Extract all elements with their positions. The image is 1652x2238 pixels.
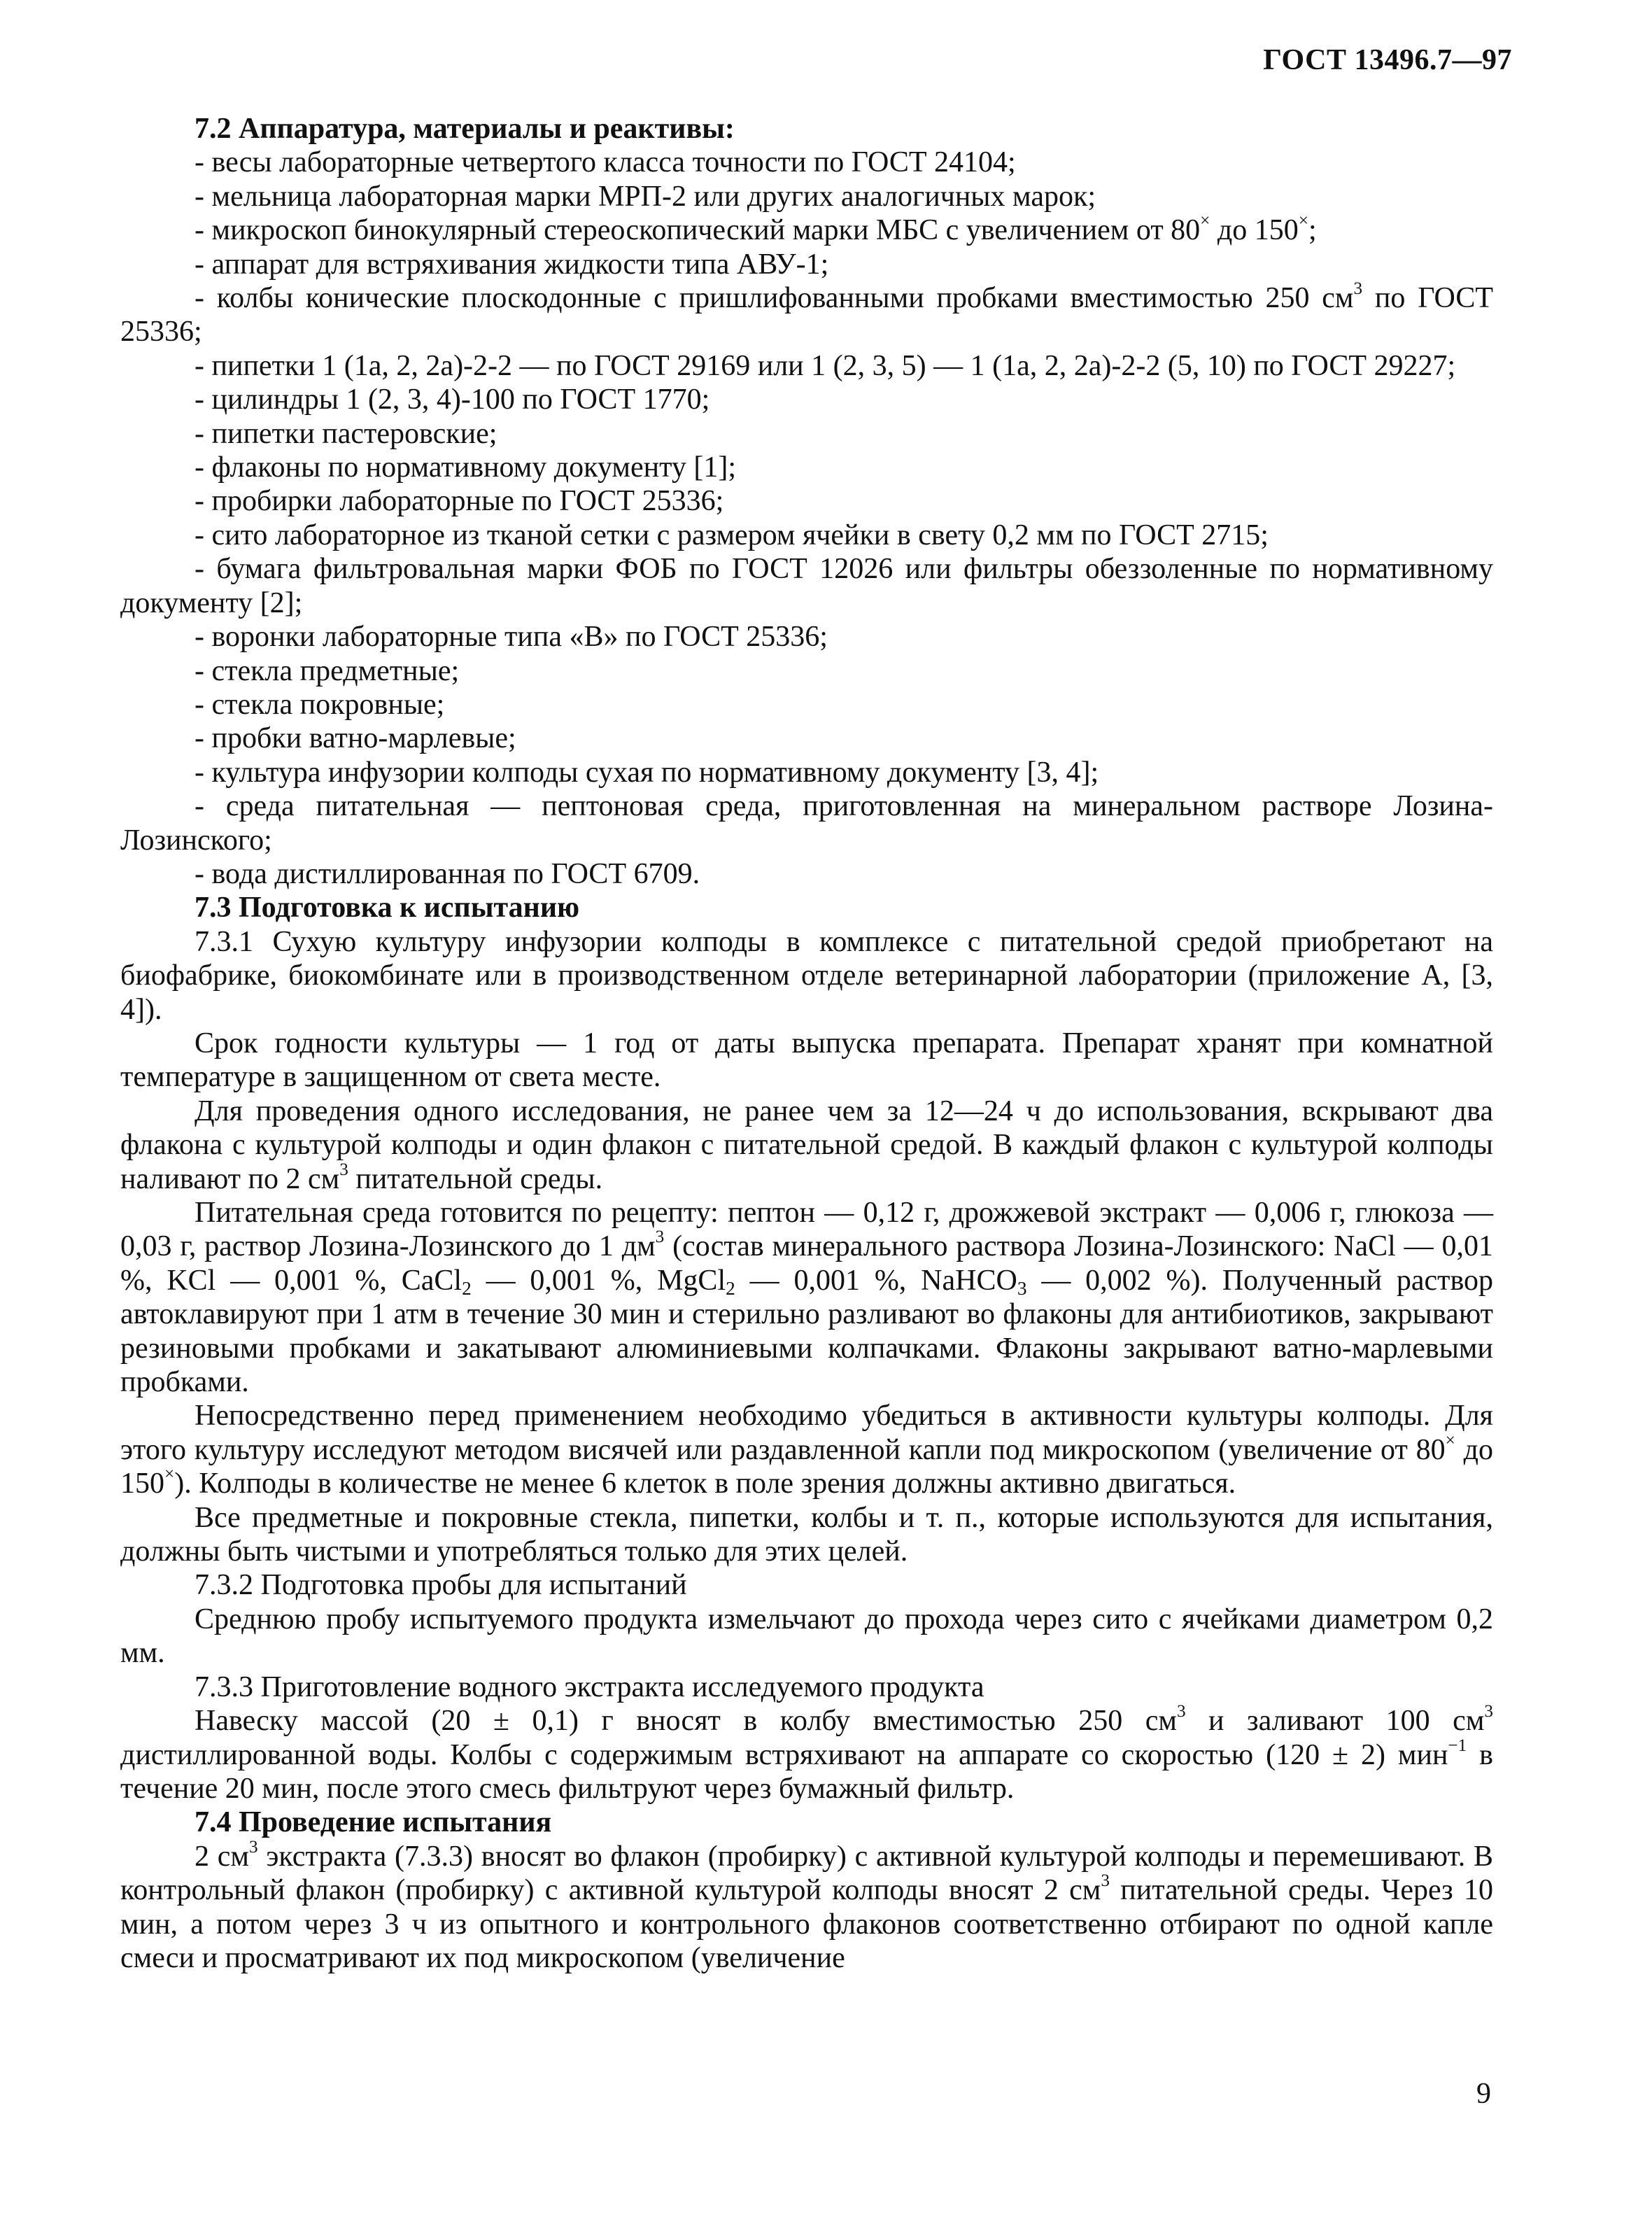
paragraph: Среднюю пробу испытуемого продукта измельчают до прохода через сито с ячейками диаметром 0,2 мм.: [120, 1603, 1493, 1670]
list-item: - воронки лабораторные типа «В» по ГОСТ 25336;: [195, 621, 828, 654]
paragraph: Питательная среда готовится по рецепту: пептон — 0,12 г, дрожжевой экстракт — 0,006 г, глюкоза — 0,03 г, раствор Лозина-Лозинского до 1 $дм^3$ (состав минерального раствора Лозина-Лозинского: NaCl — 0,01 %, KCl — 0,001 %, CaCl$_2$ — 0,001 %, MgCl$_2$ — 0,001 %, NaHCO$_3$ — 0,002 %). Полученный раствор автоклавируют при 1 атм в течение 30 мин и стерильно разливают во флаконы для антибиотиков, закрывают резиновыми пробками и закатывают алюминиевыми колпачками. Флаконы закрывают ватно-марлевыми пробками.: [120, 1197, 1494, 1399]
list-item: - стекла предметные;: [195, 654, 460, 687]
subsection-heading: 7.3.3 Приготовление водного экстракта исследуемого продукта: [195, 1670, 984, 1703]
paragraph: 7.3.1 Сухую культуру инфузории колподы в комплексе с питательной средой приобретают на биофабрике, биокомбинате или в производственном отделе ветеринарной лаборатории (приложение А, [3, 4]).: [120, 925, 1493, 1026]
list-item: - колбы конические плоскодонные с пришлифованными пробками вместимостью 250 $см^3$ по ГОСТ 25336;: [120, 279, 1493, 349]
paragraph: Все предметные и покровные стекла, пипетки, колбы и т. п., которые используются для испытания, должны быть чистыми и употребляться только для этих целей.: [120, 1501, 1493, 1568]
document-body: [120, 112, 1493, 1975]
section-heading: 7.3 Подготовка к испытанию: [195, 892, 580, 924]
list-item: - пипетки пастеровские;: [195, 417, 497, 450]
list-item: - мельница лабораторная марки МРП-2 или других аналогичных марок;: [195, 180, 1096, 213]
page-number: 9: [1476, 2078, 1491, 2110]
document-code: ГОСТ 13496.7—97: [1263, 44, 1512, 76]
section-heading: 7.2 Аппаратура, материалы и реактивы:: [195, 113, 735, 145]
paragraph: Непосредственно перед применением необходимо убедиться в активности культуры колподы. Для этого культуру исследуют методом висячей или раздавленной капли под микроскопом (увеличение от 80× до 150×). Колподы в количестве не менее 6 клеток в поле зрения должны активно двигаться.: [120, 1400, 1493, 1500]
list-item: - сито лабораторное из тканой сетки с размером ячейки в свету 0,2 мм по ГОСТ 2715;: [195, 519, 1269, 551]
list-item: - микроскоп бинокулярный стереоскопический марки МБС с увеличением от 80× до 150×;: [195, 211, 1317, 247]
paragraph: Навеску массой (20 ± 0,1) г вносят в колбу вместимостью 250 $см^3$ и заливают 100 $см^3$ дистиллированной воды. Колбы с содержимым встряхивают на аппарате со скоростью (120 ± 2) мин$^{-1}$ в течение 20 мин, после этого смесь фильтруют через бумажный фильтр.: [120, 1702, 1493, 1805]
paragraph: Для проведения одного исследования, не ранее чем за 12—24 ч до использования, вскрывают два флакона с культурой колподы и один флакон с питательной средой. В каждый флакон с культурой колподы наливают по 2 $см^3$ питательной среды.: [120, 1095, 1493, 1195]
list-item: - вода дистиллированная по ГОСТ 6709.: [195, 857, 700, 890]
list-item: - пробирки лабораторные по ГОСТ 25336;: [195, 485, 724, 518]
list-item: - весы лабораторные четвертого класса точности по ГОСТ 24104;: [195, 146, 1016, 179]
list-item: - цилиндры 1 (2, 3, 4)-100 по ГОСТ 1770;: [195, 383, 710, 416]
list-item: - стекла покровные;: [195, 688, 445, 721]
subsection-heading: 7.3.2 Подготовка пробы для испытаний: [195, 1569, 687, 1602]
list-item: - флаконы по нормативному документу [1];: [195, 451, 737, 484]
list-item: - бумага фильтровальная марки ФОБ по ГОСТ 12026 или фильтры обеззоленные по нормативному документу [2];: [120, 553, 1493, 619]
list-item: - пипетки 1 (1а, 2, 2а)-2-2 — по ГОСТ 29169 или 1 (2, 3, 5) — 1 (1а, 2, 2а)-2-2 (5, 10) по ГОСТ 29227;: [195, 349, 1456, 382]
list-item: - аппарат для встряхивания жидкости типа АВУ-1;: [195, 248, 829, 281]
section-heading: 7.4 Проведение испытания: [195, 1806, 552, 1839]
paragraph: Срок годности культуры — 1 год от даты выпуска препарата. Препарат хранят при комнатной температуре в защищенном от света месте.: [120, 1027, 1493, 1094]
paragraph: 2 $см^3$ экстракта (7.3.3) вносят во флакон (пробирку) с активной культурой колподы и перемешивают. В контрольный флакон (пробирку) с активной культурой колподы вносят 2 $см^3$ питательной среды. Через 10 мин, а потом через 3 ч из опытного и контрольного флаконов соответственно отбирают по одной капле смеси и просматривают их под микроскопом (увеличение: [120, 1837, 1494, 1974]
list-item: - культура инфузории колподы сухая по нормативному документу [3, 4];: [195, 756, 1099, 789]
list-item: - пробки ватно-марлевые;: [195, 722, 516, 755]
list-item: - среда питательная — пептоновая среда, приготовленная на минеральном растворе Лозина-Лозинского;: [120, 790, 1493, 857]
